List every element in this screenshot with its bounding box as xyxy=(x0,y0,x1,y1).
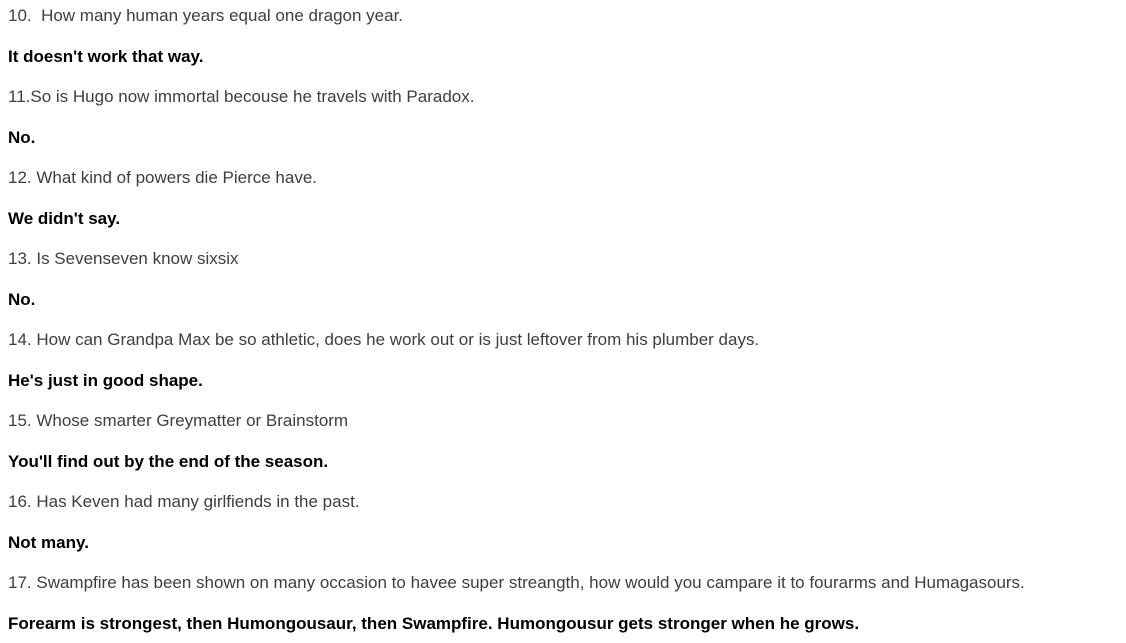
answer-paragraph: No. xyxy=(8,289,36,309)
question-paragraph: 14. How can Grandpa Max be so athletic, does he work out or is just leftover from his plumber days. xyxy=(8,330,760,349)
qa-pair xyxy=(8,5,1118,68)
question-paragraph: 13. Is Sevenseven know sixsix xyxy=(8,249,239,268)
answer-paragraph: He's just in good shape. xyxy=(8,370,203,390)
answer-paragraph: It doesn't work that way. xyxy=(8,46,204,66)
question-paragraph: 15. Whose smarter Greymatter or Brainstorm xyxy=(8,411,349,430)
qa-pair xyxy=(8,410,1118,473)
answer-paragraph: Not many. xyxy=(8,532,89,552)
question-paragraph: 11.So is Hugo now immortal becouse he travels with Paradox. xyxy=(8,87,475,106)
answer-paragraph: Forearm is strongest, then Humongousaur, then Swampfire. Humongousur gets stronger when he grows. xyxy=(8,613,860,633)
qa-pair xyxy=(8,248,1118,311)
qa-pair xyxy=(8,167,1118,230)
question-paragraph: 12. What kind of powers die Pierce have. xyxy=(8,168,317,187)
qa-pair xyxy=(8,329,1118,392)
question-paragraph: 17. Swampfire has been shown on many occasion to havee super streangth, how would you campare it to fourarms and Humagasours. xyxy=(8,573,1025,592)
qa-pair xyxy=(8,491,1118,554)
qa-pair xyxy=(8,86,1118,149)
answer-paragraph: You'll find out by the end of the season. xyxy=(8,451,329,471)
question-paragraph: 10. How many human years equal one dragon year. xyxy=(8,6,404,25)
answer-paragraph: We didn't say. xyxy=(8,208,121,228)
answer-paragraph: No. xyxy=(8,127,36,147)
question-paragraph: 16. Has Keven had many girlfiends in the past. xyxy=(8,492,360,511)
qa-pair xyxy=(8,572,1118,635)
